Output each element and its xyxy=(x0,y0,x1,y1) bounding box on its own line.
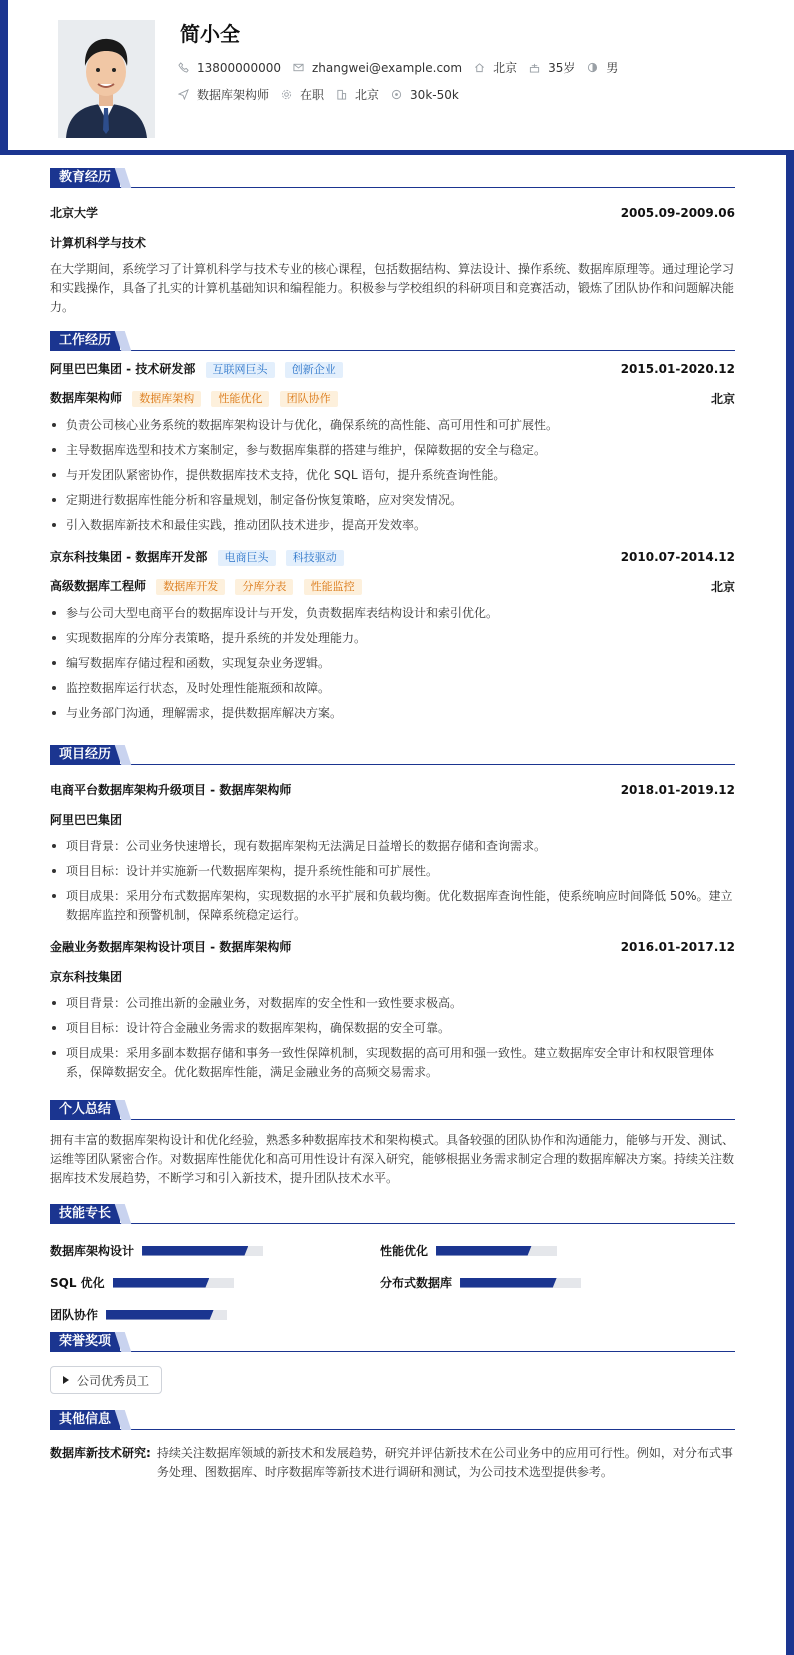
skill-name: 性能优化 xyxy=(380,1244,429,1258)
skill-name: 分布式数据库 xyxy=(380,1276,453,1290)
location-info xyxy=(474,59,517,76)
section-education xyxy=(50,168,735,188)
education-date: 2005.09-2009.06 xyxy=(620,205,735,220)
age-info xyxy=(529,59,575,76)
work-role xyxy=(50,577,362,595)
contact-row xyxy=(178,59,630,76)
work-company-row xyxy=(50,360,735,378)
project-bullet: 项目成果：采用分布式数据库架构，实现数据的水平扩展和负载均衡。优化数据库查询性能，使系统响应时间降低 50%。建立数据库监控和预警机制，保障系统稳定运行。 xyxy=(50,887,735,925)
section-summary xyxy=(50,1100,735,1120)
city-text: 北京 xyxy=(355,88,380,102)
work-bullets xyxy=(50,604,735,723)
skill-bar-fill xyxy=(142,1246,248,1256)
project-date: 2016.01-2017.12 xyxy=(620,939,735,954)
education-description: 在大学期间，系统学习了计算机科学与技术专业的核心课程，包括数据结构、算法设计、操作系统、数据库原理等。通过理论学习和实践操作，具备了扎实的计算机基础知识和编程能力。积极参与学校组织的科研项目和竞赛活动，锻炼了团队协作和问题解决能力。 xyxy=(50,262,735,314)
skill-bar-fill xyxy=(436,1246,532,1256)
work-city: 北京 xyxy=(710,579,735,594)
project-bullet: 项目目标：设计并实施新一代数据库架构，提升系统性能和可扩展性。 xyxy=(50,862,735,881)
role-tag: 分库分表 xyxy=(235,579,293,595)
company-tag: 科技驱动 xyxy=(286,550,344,566)
role-tag: 数据库开发 xyxy=(156,579,225,595)
skill-item xyxy=(380,1274,581,1291)
skill-bar-fill xyxy=(106,1310,214,1320)
summary-text: 拥有丰富的数据库架构设计和优化经验，熟悉多种数据库技术和架构模式。具备较强的团队协作和沟通能力，能够与开发、测试、运维等团队紧密合作。对数据库性能优化和高可用性设计有深入研究，能够根据业务需求制定合理的数据库解决方案。持续关注数据库技术发展趋势，不断学习和引入新技术，提升团队技术水平。 xyxy=(50,1133,735,1185)
work-bullet: 定期进行数据库性能分析和容量规划，制定备份恢复策略，应对突发情况。 xyxy=(50,491,735,510)
skill-item xyxy=(380,1242,557,1259)
award-badge xyxy=(50,1366,162,1394)
project-date: 2018.01-2019.12 xyxy=(620,782,735,797)
project-bullet: 项目背景：公司业务快速增长，现有数据库架构无法满足日益增长的数据存储和查询需求。 xyxy=(50,837,735,856)
project-entry xyxy=(50,781,735,925)
work-role-row xyxy=(50,389,735,407)
phone-text: 13800000000 xyxy=(197,60,281,75)
skill-item xyxy=(50,1306,227,1323)
cake-icon xyxy=(529,62,540,73)
age-text: 35岁 xyxy=(548,61,576,75)
project-title: 金融业务数据库架构设计项目 - 数据库架构师 xyxy=(50,940,292,954)
position-text: 数据库架构师 xyxy=(197,88,270,102)
candidate-name: 简小全 xyxy=(180,22,240,46)
section-awards xyxy=(50,1332,735,1352)
status-info xyxy=(281,86,324,103)
work-company-row xyxy=(50,548,735,566)
section-title: 个人总结 xyxy=(50,1100,120,1120)
work-bullet: 负责公司核心业务系统的数据库架构设计与优化，确保系统的高性能、高可用性和可扩展性。 xyxy=(50,416,735,435)
resume-body xyxy=(0,155,786,1655)
work-role-row xyxy=(50,577,735,595)
project-org: 阿里巴巴集团 xyxy=(50,813,123,827)
other-info-value: 持续关注数据库领域的新技术和发展趋势，研究并评估新技术在公司业务中的应用可行性。例如，对分布式事务处理、图数据库、时序数据库等新技术进行调研和测试，为公司技术选型提供参考。 xyxy=(156,1446,733,1479)
work-bullet: 监控数据库运行状态，及时处理性能瓶颈和故障。 xyxy=(50,679,735,698)
home-icon xyxy=(474,62,485,73)
skill-item xyxy=(50,1274,234,1291)
project-bullets xyxy=(50,837,735,925)
project-bullet: 项目成果：采用多副本数据存储和事务一致性保障机制，实现数据的高可用和强一致性。建立数据库安全审计和权限管理体系，保障数据安全。优化数据库性能，满足金融业务的高频交易需求。 xyxy=(50,1044,735,1082)
email-info xyxy=(293,61,462,75)
skill-bar xyxy=(460,1278,581,1288)
section-title: 技能专长 xyxy=(50,1204,120,1224)
skills-grid xyxy=(50,1224,735,1324)
company-name: 阿里巴巴集团 - 技术研发部 xyxy=(50,362,196,376)
section-title: 教育经历 xyxy=(50,168,120,188)
role-tag: 性能监控 xyxy=(304,579,362,595)
gear-icon xyxy=(281,89,292,100)
project-title-row xyxy=(50,781,735,798)
education-major-row xyxy=(50,234,735,251)
other-info-row xyxy=(50,1444,735,1482)
location-text: 北京 xyxy=(493,61,518,75)
skill-item xyxy=(50,1242,263,1259)
role-tag: 数据库架构 xyxy=(132,391,201,407)
section-other xyxy=(50,1410,735,1430)
section-work xyxy=(50,331,735,351)
work-bullet: 与开发团队紧密协作，提供数据库技术支持，优化 SQL 语句，提升系统查询性能。 xyxy=(50,466,735,485)
salary-info xyxy=(391,88,459,102)
email-text: zhangwei@example.com xyxy=(311,60,463,75)
resume-header xyxy=(8,0,794,150)
skill-bar-fill xyxy=(460,1278,557,1288)
section-title: 荣誉奖项 xyxy=(50,1332,120,1352)
work-bullet: 与业务部门沟通，理解需求，提供数据库解决方案。 xyxy=(50,704,735,723)
gender-info xyxy=(587,59,618,76)
education-header xyxy=(50,204,735,221)
profile-photo-illustration xyxy=(58,20,155,138)
skill-bar xyxy=(113,1278,234,1288)
work-company xyxy=(50,548,344,566)
role-name: 高级数据库工程师 xyxy=(50,579,147,593)
project-bullets xyxy=(50,994,735,1082)
work-city: 北京 xyxy=(710,391,735,406)
phone-info xyxy=(178,61,281,75)
work-company xyxy=(50,360,343,378)
phone-icon xyxy=(178,62,189,73)
project-org: 京东科技集团 xyxy=(50,970,123,984)
work-bullet: 引入数据库新技术和最佳实践，推动团队技术进步，提高开发效率。 xyxy=(50,516,735,535)
company-tag: 电商巨头 xyxy=(218,550,276,566)
award-name: 公司优秀员工 xyxy=(77,1373,150,1388)
play-icon xyxy=(63,1376,69,1384)
send-icon xyxy=(178,89,189,100)
work-date: 2015.01-2020.12 xyxy=(620,362,735,376)
building-icon xyxy=(336,89,347,100)
work-entry xyxy=(50,360,735,535)
section-title: 其他信息 xyxy=(50,1410,120,1430)
skill-bar xyxy=(436,1246,557,1256)
gender-text: 男 xyxy=(606,61,619,75)
work-role xyxy=(50,389,338,407)
coin-icon xyxy=(391,89,402,100)
work-bullet: 编写数据库存储过程和函数，实现复杂业务逻辑。 xyxy=(50,654,735,673)
school-name: 北京大学 xyxy=(50,206,99,220)
salary-text: 30k-50k xyxy=(410,87,459,102)
skill-bar-fill xyxy=(113,1278,210,1288)
gender-icon xyxy=(587,62,598,73)
project-entry xyxy=(50,938,735,1082)
skill-bar xyxy=(106,1310,227,1320)
skill-name: 团队协作 xyxy=(50,1308,99,1322)
position-info xyxy=(178,86,269,103)
work-date: 2010.07-2014.12 xyxy=(620,550,735,564)
skill-bar xyxy=(142,1246,263,1256)
role-tag: 团队协作 xyxy=(280,391,338,407)
project-bullet: 项目背景：公司推出新的金融业务，对数据库的安全性和一致性要求极高。 xyxy=(50,994,735,1013)
project-bullet: 项目目标：设计符合金融业务需求的数据库架构，确保数据的安全可靠。 xyxy=(50,1019,735,1038)
other-info-label: 数据库新技术研究: xyxy=(50,1446,151,1460)
job-intent-row xyxy=(178,86,471,103)
skill-name: SQL 优化 xyxy=(50,1276,105,1290)
section-skills xyxy=(50,1204,735,1224)
major-name: 计算机科学与技术 xyxy=(50,236,147,250)
work-bullet: 主导数据库选型和技术方案制定，参与数据库集群的搭建与维护，保障数据的安全与稳定。 xyxy=(50,441,735,460)
company-name: 京东科技集团 - 数据库开发部 xyxy=(50,550,208,564)
role-name: 数据库架构师 xyxy=(50,391,123,405)
section-projects xyxy=(50,745,735,765)
email-icon xyxy=(293,62,304,73)
profile-photo xyxy=(58,20,155,138)
work-bullet: 实现数据库的分库分表策略，提升系统的并发处理能力。 xyxy=(50,629,735,648)
project-org-row xyxy=(50,811,735,828)
work-bullets xyxy=(50,416,735,535)
company-tag: 互联网巨头 xyxy=(206,362,275,378)
section-title: 项目经历 xyxy=(50,745,120,765)
work-bullet: 参与公司大型电商平台的数据库设计与开发，负责数据库表结构设计和索引优化。 xyxy=(50,604,735,623)
project-title-row xyxy=(50,938,735,955)
role-tag: 性能优化 xyxy=(211,391,269,407)
skill-name: 数据库架构设计 xyxy=(50,1244,135,1258)
company-tag: 创新企业 xyxy=(285,362,343,378)
status-text: 在职 xyxy=(300,88,325,102)
project-title: 电商平台数据库架构升级项目 - 数据库架构师 xyxy=(50,783,292,797)
section-title: 工作经历 xyxy=(50,331,120,351)
project-org-row xyxy=(50,968,735,985)
awards-list xyxy=(50,1366,735,1394)
city-info xyxy=(336,86,379,103)
work-entry xyxy=(50,548,735,723)
